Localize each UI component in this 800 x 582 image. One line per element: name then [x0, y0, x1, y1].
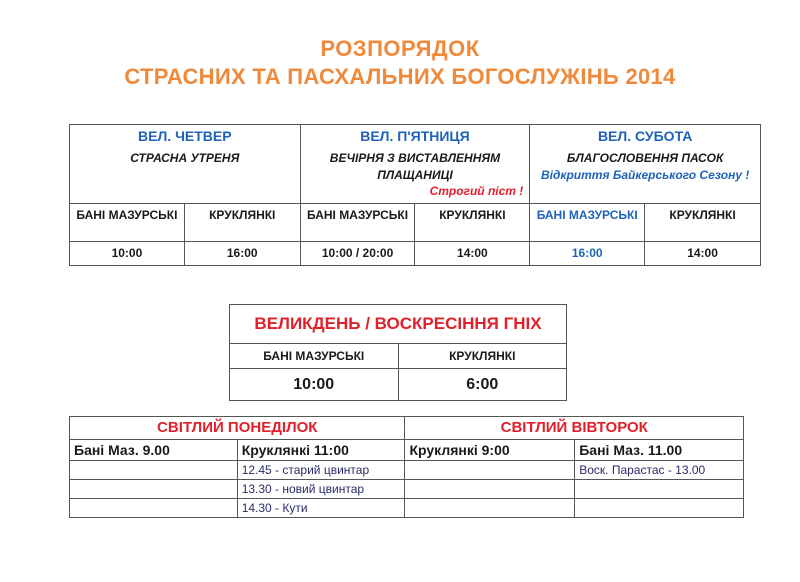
bright-week-table: [69, 416, 744, 518]
easter-loc2: КРУКЛЯНКІ: [398, 344, 567, 369]
easter-loc1: БАНІ МАЗУРСЬКІ: [230, 344, 399, 369]
friday-loc2: КРУКЛЯНКІ: [415, 204, 530, 242]
friday-time2: 14:00: [415, 242, 530, 266]
easter-table: [229, 304, 567, 401]
easter-time1: 10:00: [230, 369, 399, 401]
monday-item: 14.30 - Кути: [237, 499, 405, 518]
tuesday-col2: Бані Маз. 11.00: [575, 440, 744, 461]
empty-cell: [575, 499, 744, 518]
schedule-title: РОЗПОРЯДОК: [320, 36, 480, 61]
saturday-loc1: БАНІ МАЗУРСЬКІ: [530, 204, 645, 242]
holy-week-table: [69, 124, 761, 266]
thursday-name: ВЕЛ. ЧЕТВЕР: [138, 128, 232, 144]
thursday-time1: 10:00: [70, 242, 185, 266]
empty-cell: [405, 480, 575, 499]
thursday-loc1: БАНІ МАЗУРСЬКІ: [70, 204, 185, 242]
saturday-time2: 14:00: [645, 242, 761, 266]
friday-fast-note: Строгий піст !: [429, 184, 524, 198]
friday-loc1: БАНІ МАЗУРСЬКІ: [300, 204, 415, 242]
empty-cell: [405, 461, 575, 480]
monday-title: СВІТЛИЙ ПОНЕДІЛОК: [70, 417, 405, 440]
tuesday-title: СВІТЛИЙ ВІВТОРОК: [405, 417, 744, 440]
monday-col2: Круклянкі 11:00: [237, 440, 405, 461]
saturday-note: Відкриття Байкерського Сезону !: [540, 168, 750, 182]
monday-item: 13.30 - новий цвинтар: [237, 480, 405, 499]
saturday-service: БЛАГОСЛОВЕННЯ ПАСОК: [566, 151, 724, 165]
saturday-name: ВЕЛ. СУБОТА: [597, 128, 693, 144]
tuesday-item: Воск. Парастас - 13.00: [575, 461, 744, 480]
thursday-loc2: КРУКЛЯНКІ: [184, 204, 300, 242]
empty-cell: [575, 480, 744, 499]
friday-service-line1: ВЕЧІРНЯ З ВИСТАВЛЕННЯМ: [329, 151, 501, 165]
saturday-time1: 16:00: [530, 242, 645, 266]
saturday-header: [530, 125, 761, 204]
monday-item: 12.45 - старий цвинтар: [237, 461, 405, 480]
empty-cell: [405, 499, 575, 518]
empty-cell: [70, 461, 238, 480]
easter-time2: 6:00: [398, 369, 567, 401]
thursday-header: [70, 125, 301, 204]
thursday-service: СТРАСНА УТРЕНЯ: [130, 151, 240, 165]
friday-service-line2: ПЛАЩАНИЦІ: [377, 168, 453, 182]
easter-title: ВЕЛИКДЕНЬ / ВОСКРЕСІННЯ ГНІХ: [230, 305, 567, 344]
friday-name: ВЕЛ. П'ЯТНИЦЯ: [360, 128, 470, 144]
schedule-subtitle: СТРАСНИХ ТА ПАСХАЛЬНИХ БОГОСЛУЖІНЬ 2014: [124, 64, 676, 89]
empty-cell: [70, 499, 238, 518]
saturday-loc2: КРУКЛЯНКІ: [645, 204, 761, 242]
tuesday-col1: Круклянкі 9:00: [405, 440, 575, 461]
friday-time1: 10:00 / 20:00: [300, 242, 415, 266]
thursday-time2: 16:00: [184, 242, 300, 266]
monday-col1: Бані Маз. 9.00: [70, 440, 238, 461]
friday-header: [300, 125, 530, 204]
empty-cell: [70, 480, 238, 499]
